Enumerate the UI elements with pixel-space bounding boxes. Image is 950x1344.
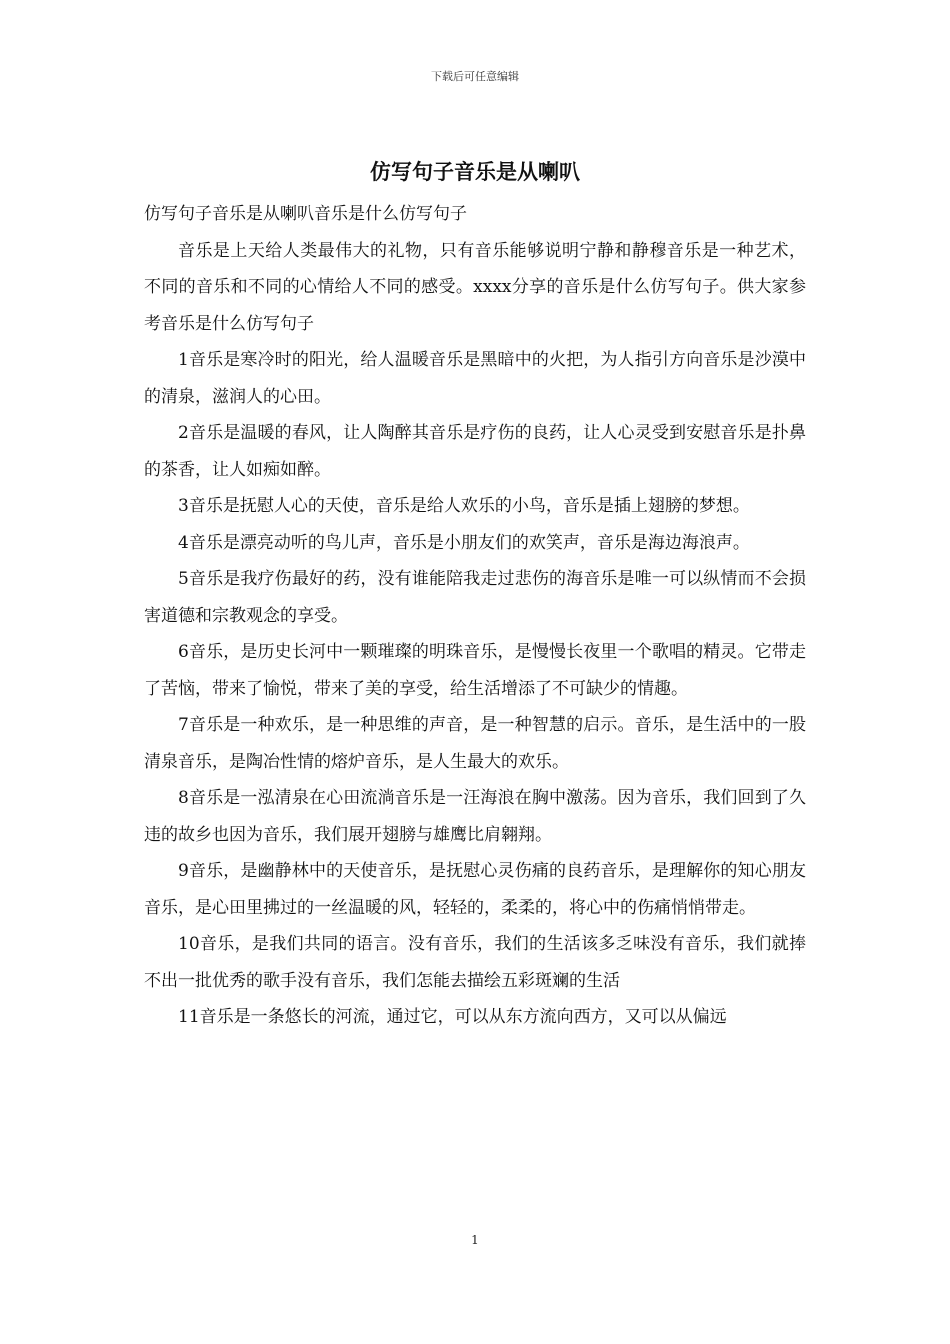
- subtitle-line: 仿写句子音乐是从喇叭音乐是什么仿写句子: [144, 204, 467, 224]
- paragraph: 2音乐是温暖的春风，让人陶醉其音乐是疗伤的良药，让人心灵受到安慰音乐是扑鼻的茶香，让人如痴如醉。: [144, 423, 806, 480]
- document-body: [144, 196, 806, 1036]
- paragraph: 3音乐是抚慰人心的天使，音乐是给人欢乐的小鸟，音乐是插上翅膀的梦想。: [178, 496, 750, 516]
- paragraph: 1音乐是寒冷时的阳光，给人温暖音乐是黑暗中的火把，为人指引方向音乐是沙漠中的清泉，滋润人的心田。: [144, 350, 806, 407]
- page-number: 1: [471, 1233, 479, 1247]
- document-title: 仿写句子音乐是从喇叭: [370, 159, 580, 184]
- paragraph: 6音乐，是历史长河中一颗璀璨的明珠音乐，是慢慢长夜里一个歌唱的精灵。它带走了苦恼，带来了愉悦，带来了美的享受，给生活增添了不可缺少的情趣。: [144, 642, 806, 699]
- paragraph: 8音乐是一泓清泉在心田流淌音乐是一汪海浪在胸中激荡。因为音乐，我们回到了久违的故乡也因为音乐，我们展开翅膀与雄鹰比肩翱翔。: [144, 788, 806, 845]
- paragraph: 7音乐是一种欢乐，是一种思维的声音，是一种智慧的启示。音乐，是生活中的一股清泉音乐，是陶冶性情的熔炉音乐，是人生最大的欢乐。: [144, 715, 806, 772]
- header-note: 下载后可任意编辑: [431, 70, 519, 83]
- paragraph: 9音乐，是幽静林中的天使音乐，是抚慰心灵伤痛的良药音乐，是理解你的知心朋友音乐，是心田里拂过的一丝温暖的风，轻轻的，柔柔的，将心中的伤痛悄悄带走。: [144, 861, 806, 918]
- paragraph: 音乐是上天给人类最伟大的礼物，只有音乐能够说明宁静和静穆音乐是一种艺术，不同的音乐和不同的心情给人不同的感受。xxxx分享的音乐是什么仿写句子。供大家参考音乐是什么仿写句子: [144, 240, 806, 334]
- paragraph: 5音乐是我疗伤最好的药，没有谁能陪我走过悲伤的海音乐是唯一可以纵情而不会损害道德和宗教观念的享受。: [144, 569, 806, 626]
- paragraph: 4音乐是漂亮动听的鸟儿声，音乐是小朋友们的欢笑声，音乐是海边海浪声。: [178, 532, 750, 553]
- paragraph: 10音乐，是我们共同的语言。没有音乐，我们的生活该多乏味没有音乐，我们就捧不出一批优秀的歌手没有音乐，我们怎能去描绘五彩斑斓的生活: [144, 934, 806, 991]
- paragraph: 11音乐是一条悠长的河流，通过它，可以从东方流向西方，又可以从偏远: [178, 1007, 727, 1027]
